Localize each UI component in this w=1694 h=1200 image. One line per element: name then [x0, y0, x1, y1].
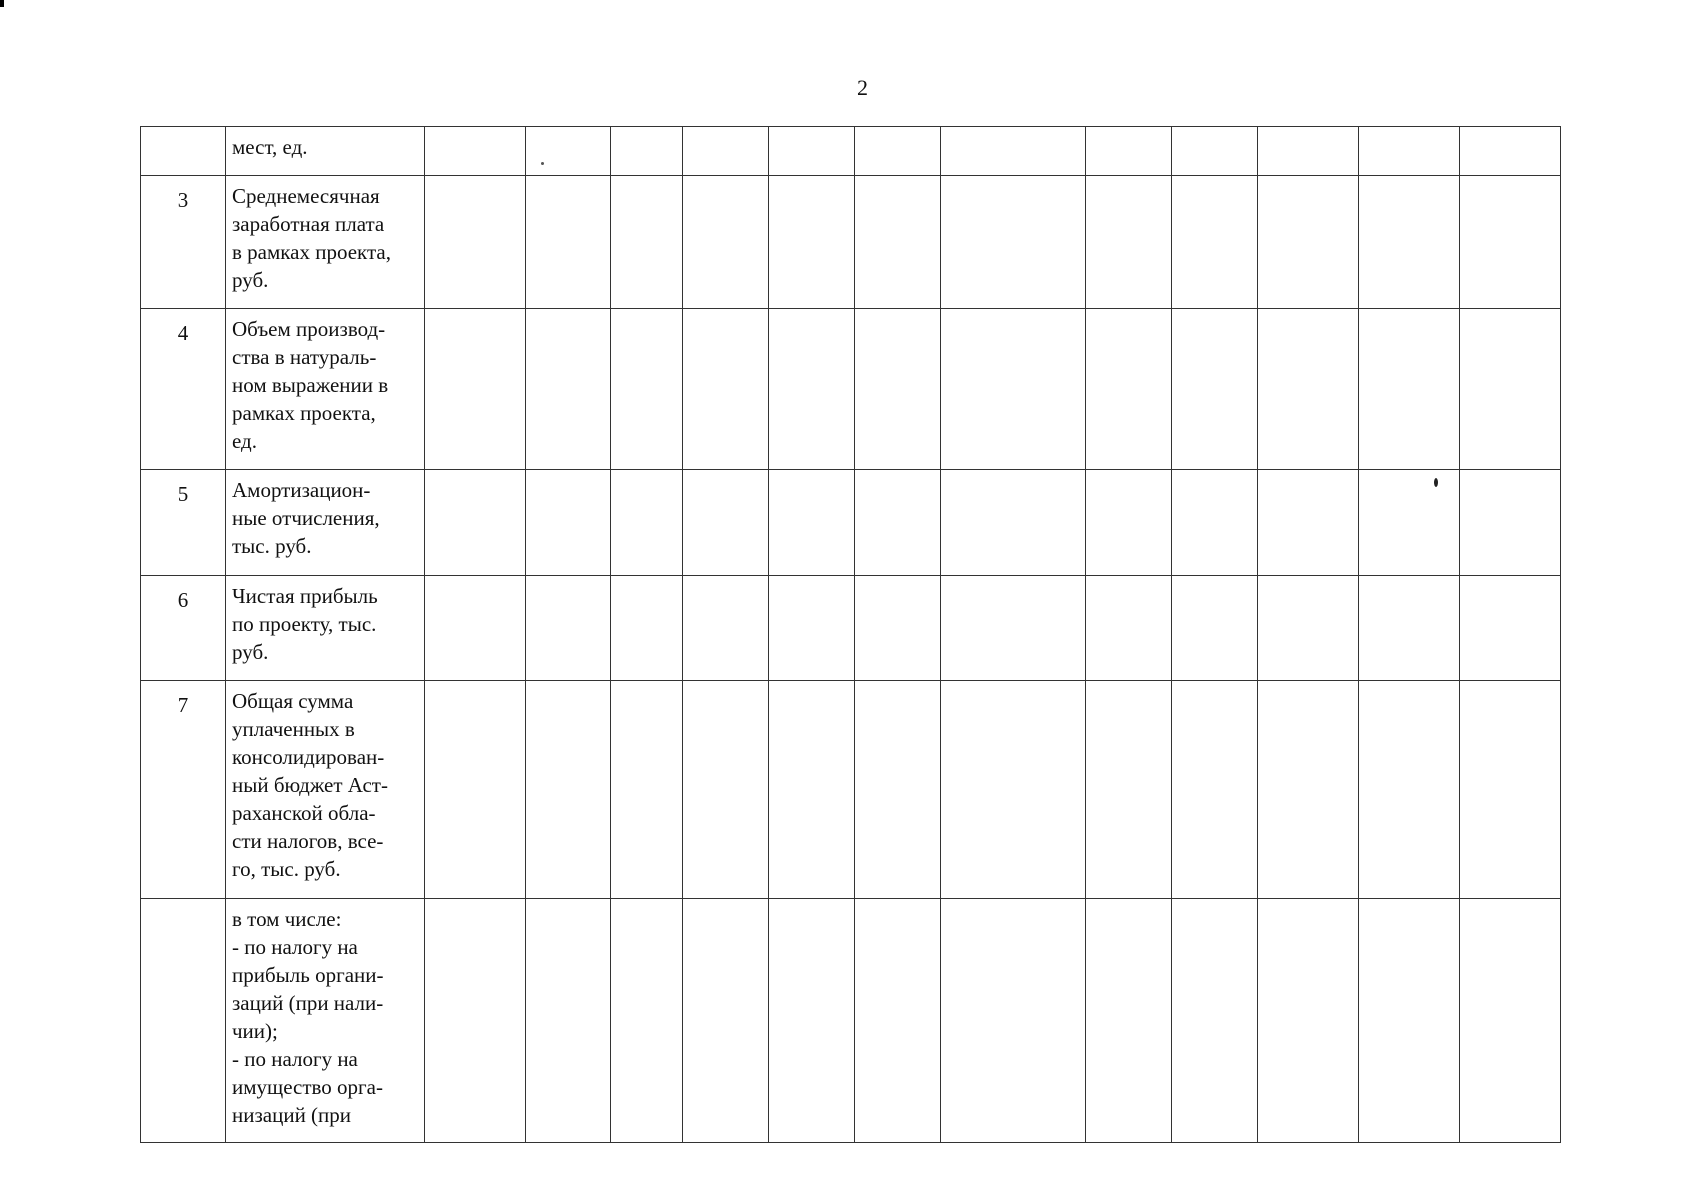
page-number: 2	[857, 75, 868, 100]
table-cell	[1359, 309, 1460, 470]
row-number	[141, 899, 226, 1143]
table-row	[141, 127, 1561, 176]
table-cell	[1258, 176, 1359, 309]
table-cell	[526, 576, 611, 681]
table-cell	[1460, 681, 1561, 899]
table-cell	[769, 681, 855, 899]
table-cell	[526, 470, 611, 576]
table-cell	[526, 176, 611, 309]
table-cell	[1086, 899, 1172, 1143]
table-cell	[1086, 576, 1172, 681]
table-row	[141, 899, 1561, 1143]
table-cell	[941, 309, 1086, 470]
table-cell	[941, 899, 1086, 1143]
table-cell	[683, 309, 769, 470]
table-cell	[1172, 899, 1258, 1143]
scan-edge-mark	[0, 0, 4, 7]
table-cell	[1359, 470, 1460, 576]
table-cell	[425, 470, 526, 576]
table-cell	[855, 470, 941, 576]
table-cell	[425, 681, 526, 899]
row-number	[141, 127, 226, 176]
table-cell	[769, 127, 855, 176]
table-cell	[1460, 309, 1561, 470]
table-cell	[1460, 127, 1561, 176]
row-number: 7	[141, 681, 226, 899]
table-cell	[1086, 470, 1172, 576]
row-number: 4	[141, 309, 226, 470]
table-cell	[1460, 470, 1561, 576]
scan-speck	[541, 162, 544, 165]
table-cell	[1359, 576, 1460, 681]
table-cell	[683, 470, 769, 576]
table-cell	[1258, 309, 1359, 470]
table-cell	[1460, 899, 1561, 1143]
table-cell	[611, 470, 683, 576]
table-cell	[855, 576, 941, 681]
table-cell	[1086, 127, 1172, 176]
row-label: Амортизацион- ные отчисления, тыс. руб.	[226, 470, 425, 576]
table-cell	[526, 899, 611, 1143]
table-cell	[683, 681, 769, 899]
table-cell	[1172, 681, 1258, 899]
table-cell	[1086, 309, 1172, 470]
table-cell	[1359, 899, 1460, 1143]
table-cell	[611, 127, 683, 176]
table-cell	[941, 176, 1086, 309]
table-cell	[941, 470, 1086, 576]
row-label: Объем производ- ства в натураль- ном выражении в рамках проекта, ед.	[226, 309, 425, 470]
row-number: 5	[141, 470, 226, 576]
table-cell	[425, 309, 526, 470]
row-label: Чистая прибыль по проекту, тыс. руб.	[226, 576, 425, 681]
table-cell	[526, 681, 611, 899]
row-label: мест, ед.	[226, 127, 425, 176]
row-number: 6	[141, 576, 226, 681]
table-cell	[1172, 576, 1258, 681]
table-cell	[611, 309, 683, 470]
table-cell	[1258, 681, 1359, 899]
table-cell	[1086, 176, 1172, 309]
row-label: Среднемесячная заработная плата в рамках проекта, руб.	[226, 176, 425, 309]
table-row	[141, 470, 1561, 576]
table-cell	[611, 681, 683, 899]
table-cell	[1172, 309, 1258, 470]
table-cell	[1258, 576, 1359, 681]
table-cell	[941, 127, 1086, 176]
table-cell	[1460, 176, 1561, 309]
table-cell	[1359, 681, 1460, 899]
table-cell	[425, 176, 526, 309]
table-cell	[1359, 176, 1460, 309]
table-cell	[611, 576, 683, 681]
table-cell	[1258, 899, 1359, 1143]
table-cell	[769, 576, 855, 681]
table-cell	[941, 576, 1086, 681]
table-cell	[611, 176, 683, 309]
table-cell	[769, 470, 855, 576]
table-cell	[1359, 127, 1460, 176]
table-row	[141, 309, 1561, 470]
table-row	[141, 681, 1561, 899]
indicators-table	[140, 126, 1561, 1143]
table-cell	[683, 576, 769, 681]
table-cell	[683, 127, 769, 176]
table-cell	[855, 899, 941, 1143]
table-cell	[425, 899, 526, 1143]
table-row	[141, 176, 1561, 309]
row-label: в том числе: - по налогу на прибыль органи- заций (при нали- чии); - по налогу на имущество орга- низаций (при	[226, 899, 425, 1143]
table-row	[141, 576, 1561, 681]
table-cell	[1172, 470, 1258, 576]
table-cell	[1258, 127, 1359, 176]
table-cell	[855, 681, 941, 899]
table-cell	[611, 899, 683, 1143]
row-number: 3	[141, 176, 226, 309]
table-cell	[1460, 576, 1561, 681]
table-cell	[683, 176, 769, 309]
table-cell	[425, 127, 526, 176]
table-cell	[769, 176, 855, 309]
table-cell	[769, 899, 855, 1143]
table-cell	[1086, 681, 1172, 899]
table-cell	[526, 127, 611, 176]
table-cell	[425, 576, 526, 681]
table-cell	[769, 309, 855, 470]
table-cell	[855, 127, 941, 176]
table-cell	[855, 176, 941, 309]
scan-speck	[1434, 478, 1438, 487]
table-cell	[1258, 470, 1359, 576]
table-cell	[526, 309, 611, 470]
table-cell	[683, 899, 769, 1143]
table-cell	[1172, 176, 1258, 309]
row-label: Общая сумма уплаченных в консолидирован- ный бюджет Аст- раханской обла- сти налогов, все- го, тыс. руб.	[226, 681, 425, 899]
table-cell	[1172, 127, 1258, 176]
table-cell	[855, 309, 941, 470]
table-cell	[941, 681, 1086, 899]
